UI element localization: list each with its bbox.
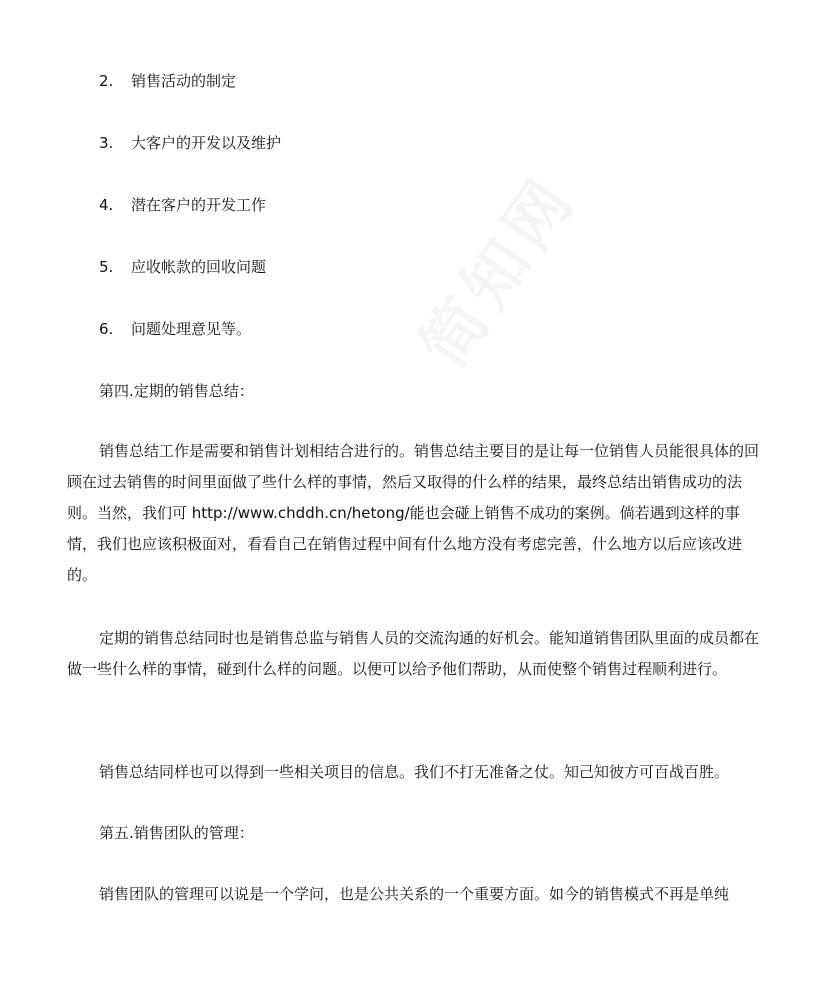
list-text: 问题处理意见等。 <box>131 320 252 338</box>
section-heading-5: 第五.销售团队的管理： <box>99 824 254 842</box>
watermark <box>395 153 594 383</box>
paragraph-text: 销售团队的管理可以说是一个学问，也是公共关系的一个重要方面。如今的销售模式不再是单纯 <box>99 885 730 903</box>
list-item <box>99 195 266 215</box>
paragraph-text: 销售总结工作是需要和销售计划相结合进行的。销售总结主要目的是让每一位销售人员能很具体的回顾在过去销售的时间里面做了些什么样的事情，然后又取得的什么样的结果，最终总结出销售成功的法则。当然，我们可 http://www.chddh.cn/hetong/能也会碰上销售不成功的案例。倘若遇到这样的事情，我们也应该积极面对，看看自己在销售过程中间有什么地方没有考虑完善，什么地方以后应该改进的。 <box>67 442 760 584</box>
paragraph <box>67 436 767 591</box>
list-number: 2. <box>99 72 114 90</box>
list-text: 应收帐款的回收问题 <box>131 258 267 276</box>
list-text: 潜在客户的开发工作 <box>131 196 267 214</box>
list-item <box>99 71 236 91</box>
list-item <box>99 319 251 339</box>
paragraph-text: 定期的销售总结同时也是销售总监与销售人员的交流沟通的好机会。能知道销售团队里面的成员都在做一些什么样的事情，碰到什么样的问题。以便可以给予他们帮助，从而使整个销售过程顺利进行。 <box>67 629 760 678</box>
paragraph-text: 销售总结同样也可以得到一些相关项目的信息。我们不打无准备之仗。知己知彼方可百战百胜。 <box>99 763 730 781</box>
paragraph <box>67 879 767 910</box>
list-number: 3. <box>99 134 114 152</box>
paragraph <box>67 623 767 685</box>
list-number: 4. <box>99 196 114 214</box>
list-item <box>99 257 266 277</box>
list-item <box>99 133 281 153</box>
list-text: 销售活动的制定 <box>131 72 237 90</box>
list-text: 大客户的开发以及维护 <box>131 134 282 152</box>
list-number: 5. <box>99 258 114 276</box>
list-number: 6. <box>99 320 114 338</box>
section-heading-4: 第四.定期的销售总结： <box>99 382 254 400</box>
paragraph <box>67 757 767 788</box>
